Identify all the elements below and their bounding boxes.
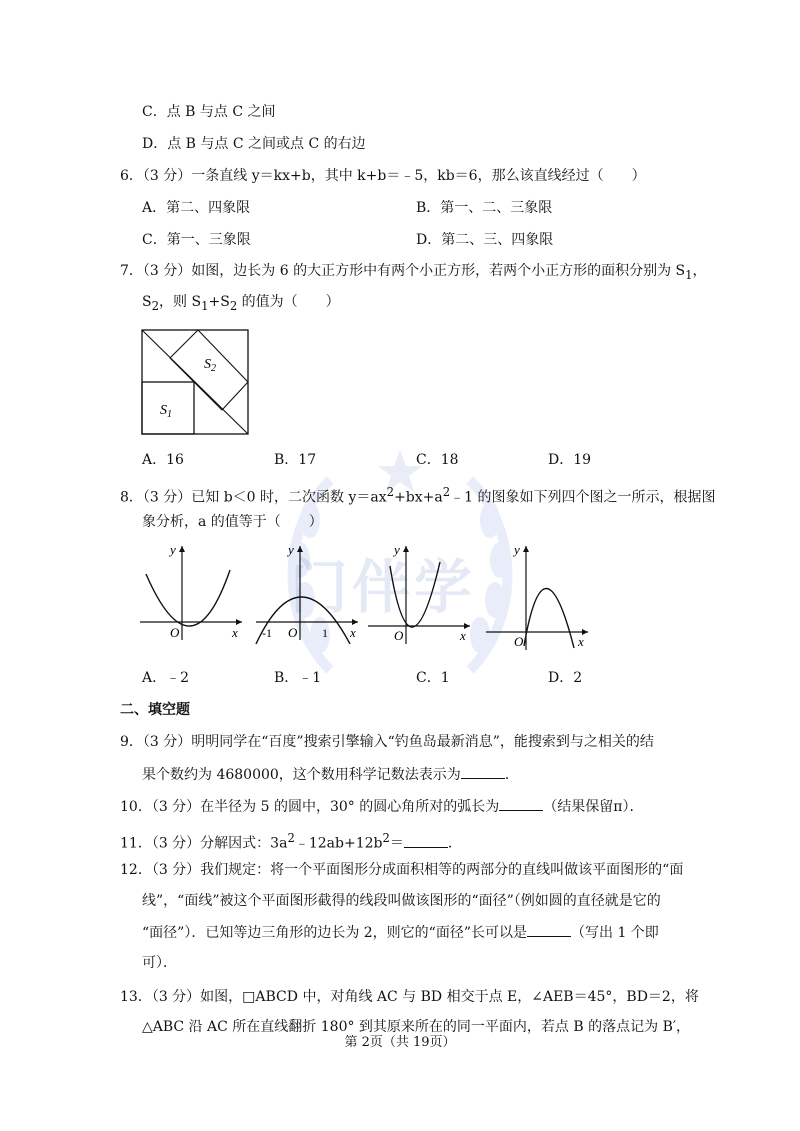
svg-text:O: O <box>514 634 524 649</box>
watermark-text: 门伴学 <box>290 553 477 621</box>
q11-line: 11．（3 分）分解因式：$3a^2﹣12ab+12b^2=$ ． <box>120 831 462 852</box>
q5-option-c: C．点 B 与点 C 之间 <box>142 104 276 120</box>
svg-text:y: y <box>514 542 520 557</box>
q6-option-d: D．第二、三、四象限 <box>416 232 554 248</box>
svg-text:-1: -1 <box>262 626 272 640</box>
q7-option-d: D．19 <box>548 452 592 468</box>
q7-square-figure <box>140 328 252 438</box>
q8-option-c: C．1 <box>416 670 450 686</box>
q12-line4: 可）． <box>142 955 177 971</box>
section-heading: 二、填空题 <box>120 702 190 718</box>
label-s2: $S_2$ <box>204 357 216 374</box>
q6-option-c: C．第一、三象限 <box>142 232 251 248</box>
svg-text:y: y <box>288 542 294 557</box>
answer-blank <box>527 922 571 937</box>
graph-c <box>366 540 478 644</box>
q13-line1: 13．（3 分）如图，□ABCD 中，对角线 AC 与 BD 相交于点 E，∠AEB＝45°，BD＝2，将 <box>120 989 699 1005</box>
q7-stem-line2: $S_2$，则 $S_1+S_2$ 的值为（ ） <box>142 294 340 313</box>
q9-line1: 9．（3 分）明明同学在“百度”搜索引擎输入“钓鱼岛最新消息”，能搜索到与之相关的结 <box>120 734 654 750</box>
q5-option-d: D．点 B 与点 C 之间或点 C 的右边 <box>142 136 366 152</box>
q9-line2: 果个数约为 4680000，这个数用科学记数法表示为 ． <box>142 764 519 785</box>
q6-option-b: B．第一、二、三象限 <box>416 200 553 216</box>
q13-line2: △ABC 沿 AC 所在直线翻折 180° 到其原来所在的同一平面内，若点 B 的落点记为 B′， <box>142 1019 691 1035</box>
q7-option-a: A．16 <box>142 452 184 468</box>
svg-text:O: O <box>170 625 180 640</box>
answer-blank <box>404 833 448 848</box>
svg-text:y: y <box>170 542 176 557</box>
q10-line: 10．（3 分）在半径为 5 的圆中，30° 的圆心角所对的弧长为 （结果保留π）． <box>120 796 643 817</box>
answer-blank <box>499 796 543 811</box>
q8-option-d: D．2 <box>548 670 583 686</box>
q8-stem-line2: 象分析，a 的值等于（ ） <box>142 514 323 530</box>
page-footer: 第 2页（共 19页） <box>344 1035 456 1050</box>
svg-text:x: x <box>460 628 466 643</box>
svg-text:x: x <box>232 625 238 640</box>
graph-d <box>484 540 596 650</box>
q12-line3: “面径”）．已知等边三角形的边长为 2，则它的“面径”长可以是 （写出 1 个即 <box>142 922 659 943</box>
svg-text:O: O <box>288 625 298 640</box>
q8-stem-line1: 8．（3 分）已知 b＜0 时，二次函数 $y=ax^2+bx+a^2﹣1$ 的图象如下列四个图之一所示，根据图 <box>120 485 716 506</box>
label-s1: $S_1$ <box>160 403 172 420</box>
svg-text:O: O <box>394 628 404 643</box>
q7-option-b: B．17 <box>274 452 317 468</box>
graph-a <box>136 540 248 644</box>
q8-option-b: B．﹣1 <box>274 670 322 686</box>
q6-option-a: A．第二、四象限 <box>142 200 251 216</box>
q7-stem-line1: 7．（3 分）如图，边长为 6 的大正方形中有两个小正方形，若两个小正方形的面积分别为 $S_1$， <box>120 263 707 282</box>
graph-b <box>252 540 364 644</box>
svg-text:x: x <box>350 625 356 640</box>
q7-option-c: C．18 <box>416 452 459 468</box>
answer-blank <box>461 764 505 779</box>
svg-text:1: 1 <box>322 626 328 640</box>
q6-stem: 6．（3 分）一条直线 y＝kx+b，其中 k+b＝﹣5，kb＝6，那么该直线经过（ ） <box>120 168 646 184</box>
q12-line2: 线”，“面线”被这个平面图形截得的线段叫做该图形的“面径”（例如圆的直径就是它的 <box>142 893 661 909</box>
svg-text:x: x <box>578 634 584 649</box>
q8-option-a: A．﹣2 <box>142 670 190 686</box>
q12-line1: 12．（3 分）我们规定：将一个平面图形分成面积相等的两部分的直线叫做该平面图形的“面 <box>120 862 684 878</box>
svg-text:y: y <box>394 542 400 557</box>
